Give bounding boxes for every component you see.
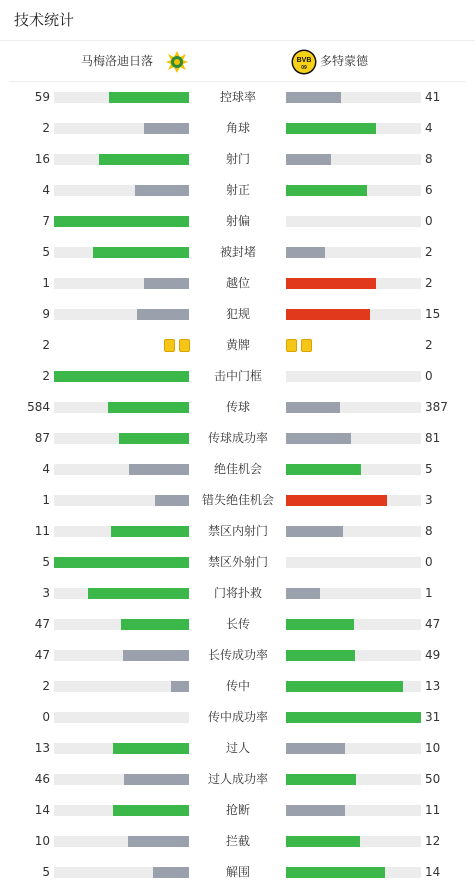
away-stat-value: 2	[425, 276, 433, 290]
away-stat-bar-fill	[286, 805, 345, 816]
home-stat-value: 47	[34, 617, 50, 631]
away-stat-value: 4	[425, 121, 433, 135]
stat-row	[0, 361, 475, 392]
stat-label: 击中门框	[213, 369, 262, 383]
away-stat-bar	[286, 92, 421, 103]
stat-row	[0, 795, 475, 826]
away-stat-bar	[286, 216, 421, 227]
home-stat-bar-fill	[171, 681, 189, 692]
stat-row	[0, 175, 475, 206]
home-stat-bar-fill	[153, 867, 189, 878]
home-stat-bar	[54, 402, 189, 413]
away-team-name: 多特蒙德	[320, 54, 369, 68]
home-stat-bar-fill	[144, 278, 189, 289]
page-title: 技术统计	[0, 0, 475, 41]
stat-label: 控球率	[219, 90, 256, 104]
away-stat-bar-fill	[286, 867, 385, 878]
stat-row	[0, 547, 475, 578]
stat-row	[0, 113, 475, 144]
away-stat-bar	[286, 867, 421, 878]
stat-label: 传球成功率	[207, 431, 268, 445]
away-stat-bar	[286, 278, 421, 289]
home-stat-bar	[54, 681, 189, 692]
home-stat-value: 5	[42, 245, 50, 259]
home-stat-bar-fill	[155, 495, 189, 506]
home-stat-bar	[54, 464, 189, 475]
away-stat-bar-fill	[286, 588, 320, 599]
home-stat-bar-fill	[111, 526, 189, 537]
away-stat-bar-fill	[286, 92, 341, 103]
stat-row	[0, 609, 475, 640]
away-stat-bar-fill	[286, 247, 325, 258]
stat-label: 角球	[225, 121, 250, 135]
away-stat-bar-fill	[286, 402, 340, 413]
home-stat-bar-fill	[93, 247, 189, 258]
away-stat-value: 0	[425, 555, 433, 569]
away-stat-value: 0	[425, 369, 433, 383]
away-stat-value: 10	[425, 741, 441, 755]
away-stat-bar-fill	[286, 464, 361, 475]
stat-row	[0, 454, 475, 485]
home-stat-bar	[54, 216, 189, 227]
away-stat-bar-fill	[286, 526, 343, 537]
away-yellow-cards	[286, 339, 316, 352]
home-team-name: 马梅洛迪日落	[80, 54, 153, 68]
home-stat-bar-fill	[88, 588, 189, 599]
home-stat-value: 5	[42, 865, 50, 879]
stat-label: 射正	[225, 183, 250, 197]
away-stat-value: 8	[425, 152, 433, 166]
away-stat-bar	[286, 836, 421, 847]
home-stat-bar	[54, 619, 189, 630]
stat-label: 抢断	[225, 803, 250, 817]
away-stat-value: 15	[425, 307, 441, 321]
home-stat-bar-fill	[144, 123, 189, 134]
away-stat-value: 6	[425, 183, 433, 197]
home-stat-bar	[54, 278, 189, 289]
home-stat-value: 87	[34, 431, 50, 445]
away-stat-value: 12	[425, 834, 441, 848]
stat-label: 绝佳机会	[213, 462, 262, 476]
home-stat-bar-fill	[137, 309, 189, 320]
yellow-card-icon	[286, 339, 297, 352]
away-stat-value: 13	[425, 679, 441, 693]
away-stat-bar-fill	[286, 433, 351, 444]
away-stat-bar	[286, 588, 421, 599]
away-stat-bar	[286, 433, 421, 444]
home-stat-bar-fill	[128, 836, 189, 847]
yellow-card-icon	[301, 339, 312, 352]
home-stat-value: 5	[42, 555, 50, 569]
home-stat-value: 2	[42, 121, 50, 135]
away-stat-value: 3	[425, 493, 433, 507]
away-stat-value: 49	[425, 648, 441, 662]
home-stat-bar-fill	[54, 371, 189, 382]
away-stat-bar-fill	[286, 774, 356, 785]
away-stat-bar-fill	[286, 743, 345, 754]
away-stat-bar-fill	[286, 712, 421, 723]
home-stat-value: 4	[42, 462, 50, 476]
away-stat-bar-fill	[286, 495, 387, 506]
home-stat-bar-fill	[124, 774, 189, 785]
away-logo-text: BVB	[296, 57, 312, 64]
stat-row	[0, 206, 475, 237]
stat-label: 传中成功率	[207, 710, 268, 724]
stat-row	[0, 268, 475, 299]
home-stat-bar	[54, 371, 189, 382]
stat-row	[0, 702, 475, 733]
home-stat-value: 7	[42, 214, 50, 228]
yellow-card-icon	[179, 339, 190, 352]
away-stat-bar-fill	[286, 650, 355, 661]
home-stat-bar	[54, 92, 189, 103]
stat-label: 拦截	[225, 834, 250, 848]
home-stat-bar-fill	[113, 805, 189, 816]
stat-label: 传中	[225, 679, 250, 693]
home-stat-value: 13	[34, 741, 50, 755]
away-stat-value: 14	[425, 865, 441, 879]
away-stat-value: 8	[425, 524, 433, 538]
away-stat-bar-fill	[286, 836, 360, 847]
home-stat-bar-fill	[129, 464, 189, 475]
home-stat-value: 14	[34, 803, 50, 817]
stat-row	[0, 82, 475, 113]
stat-row	[0, 733, 475, 764]
away-stat-bar-fill	[286, 619, 354, 630]
away-stat-bar	[286, 154, 421, 165]
stat-row	[0, 640, 475, 671]
away-stat-value: 81	[425, 431, 441, 445]
home-stat-bar-fill	[109, 92, 189, 103]
away-stat-bar	[286, 371, 421, 382]
away-stat-bar	[286, 619, 421, 630]
home-stat-bar	[54, 495, 189, 506]
away-stat-bar	[286, 650, 421, 661]
stat-row	[0, 485, 475, 516]
stat-row	[0, 392, 475, 423]
away-stat-value: 5	[425, 462, 433, 476]
home-stat-bar	[54, 123, 189, 134]
stat-row	[0, 826, 475, 857]
away-stat-value: 1	[425, 586, 433, 600]
home-stat-bar	[54, 526, 189, 537]
stat-label: 门将扑救	[213, 586, 262, 600]
away-stat-bar-fill	[286, 278, 376, 289]
stat-row	[0, 237, 475, 268]
home-stat-value: 2	[42, 338, 50, 352]
home-stat-value: 1	[42, 276, 50, 290]
home-stat-bar-fill	[135, 185, 189, 196]
yellow-card-icon	[164, 339, 175, 352]
away-stat-bar	[286, 464, 421, 475]
home-stat-bar	[54, 185, 189, 196]
borussia-dortmund-crest-icon	[291, 49, 317, 75]
away-stat-value: 2	[425, 245, 433, 259]
stat-row	[0, 299, 475, 330]
stat-label: 射门	[225, 152, 250, 166]
away-stat-bar	[286, 185, 421, 196]
away-stat-bar	[286, 805, 421, 816]
stat-label: 传球	[225, 400, 250, 414]
stat-label: 过人成功率	[207, 772, 268, 786]
away-stat-bar-fill	[286, 185, 367, 196]
home-stat-bar-fill	[119, 433, 189, 444]
teams-header	[9, 41, 466, 82]
away-stat-value: 2	[425, 338, 433, 352]
home-stat-value: 59	[34, 90, 50, 104]
away-stat-value: 47	[425, 617, 441, 631]
home-stat-bar	[54, 650, 189, 661]
stat-label: 长传	[225, 617, 250, 631]
home-stat-bar	[54, 836, 189, 847]
home-stat-bar-fill	[54, 216, 189, 227]
stat-label: 射偏	[225, 214, 250, 228]
away-stat-bar	[286, 247, 421, 258]
home-stat-bar	[54, 588, 189, 599]
away-stat-bar-fill	[286, 123, 376, 134]
home-stat-bar-fill	[54, 557, 189, 568]
stat-label: 解围	[225, 865, 250, 879]
home-stat-bar	[54, 712, 189, 723]
home-stat-value: 16	[34, 152, 50, 166]
away-stat-bar	[286, 495, 421, 506]
home-stat-bar	[54, 557, 189, 568]
away-stat-bar-fill	[286, 681, 403, 692]
away-stat-value: 50	[425, 772, 441, 786]
home-stat-bar	[54, 433, 189, 444]
stat-label: 越位	[225, 276, 250, 290]
home-stat-value: 3	[42, 586, 50, 600]
home-stat-bar	[54, 805, 189, 816]
home-stat-value: 10	[34, 834, 50, 848]
stat-row	[0, 423, 475, 454]
stat-row	[0, 516, 475, 547]
away-stat-bar-fill	[286, 154, 331, 165]
stat-row	[0, 144, 475, 175]
home-stat-bar-fill	[108, 402, 189, 413]
away-stat-value: 11	[425, 803, 441, 817]
stats-list	[0, 82, 475, 888]
away-stat-bar	[286, 774, 421, 785]
home-stat-value: 4	[42, 183, 50, 197]
away-stat-value: 0	[425, 214, 433, 228]
stat-label: 黄牌	[225, 338, 250, 352]
away-stat-bar	[286, 123, 421, 134]
mamelodi-sundowns-crest-icon	[165, 50, 189, 74]
away-stat-bar	[286, 526, 421, 537]
stat-label: 被封堵	[219, 245, 256, 259]
stat-label: 禁区外射门	[207, 555, 268, 569]
home-stat-value: 11	[34, 524, 50, 538]
home-stat-value: 47	[34, 648, 50, 662]
away-stat-bar	[286, 681, 421, 692]
home-stat-bar-fill	[123, 650, 189, 661]
home-stat-bar-fill	[121, 619, 189, 630]
away-stat-bar	[286, 402, 421, 413]
home-stat-bar-fill	[99, 154, 189, 165]
stat-label: 禁区内射门	[207, 524, 268, 538]
home-stat-value: 2	[42, 369, 50, 383]
away-stat-bar	[286, 743, 421, 754]
home-stat-bar	[54, 247, 189, 258]
away-stat-bar	[286, 712, 421, 723]
home-stat-value: 1	[42, 493, 50, 507]
away-stat-bar	[286, 557, 421, 568]
away-stat-value: 41	[425, 90, 441, 104]
home-stat-bar	[54, 743, 189, 754]
home-stat-value: 584	[27, 400, 50, 414]
stat-label: 错失绝佳机会	[201, 493, 274, 507]
stat-row	[0, 671, 475, 702]
away-stat-bar	[286, 309, 421, 320]
stat-row	[0, 857, 475, 888]
away-stat-value: 31	[425, 710, 441, 724]
stat-label: 过人	[225, 741, 250, 755]
stat-label: 长传成功率	[207, 648, 268, 662]
home-stat-bar	[54, 309, 189, 320]
home-stat-bar	[54, 867, 189, 878]
away-stat-value: 387	[425, 400, 448, 414]
home-stat-value: 2	[42, 679, 50, 693]
home-yellow-cards	[160, 339, 190, 352]
home-stat-bar	[54, 774, 189, 785]
stat-row	[0, 578, 475, 609]
home-stat-bar-fill	[113, 743, 189, 754]
stat-label: 犯规	[225, 307, 250, 321]
stat-row	[0, 330, 475, 361]
home-stat-bar	[54, 154, 189, 165]
home-stat-value: 0	[42, 710, 50, 724]
home-stat-value: 46	[34, 772, 50, 786]
svg-text:09: 09	[301, 65, 307, 71]
away-stat-bar-fill	[286, 309, 370, 320]
home-stat-value: 9	[42, 307, 50, 321]
stat-row	[0, 764, 475, 795]
